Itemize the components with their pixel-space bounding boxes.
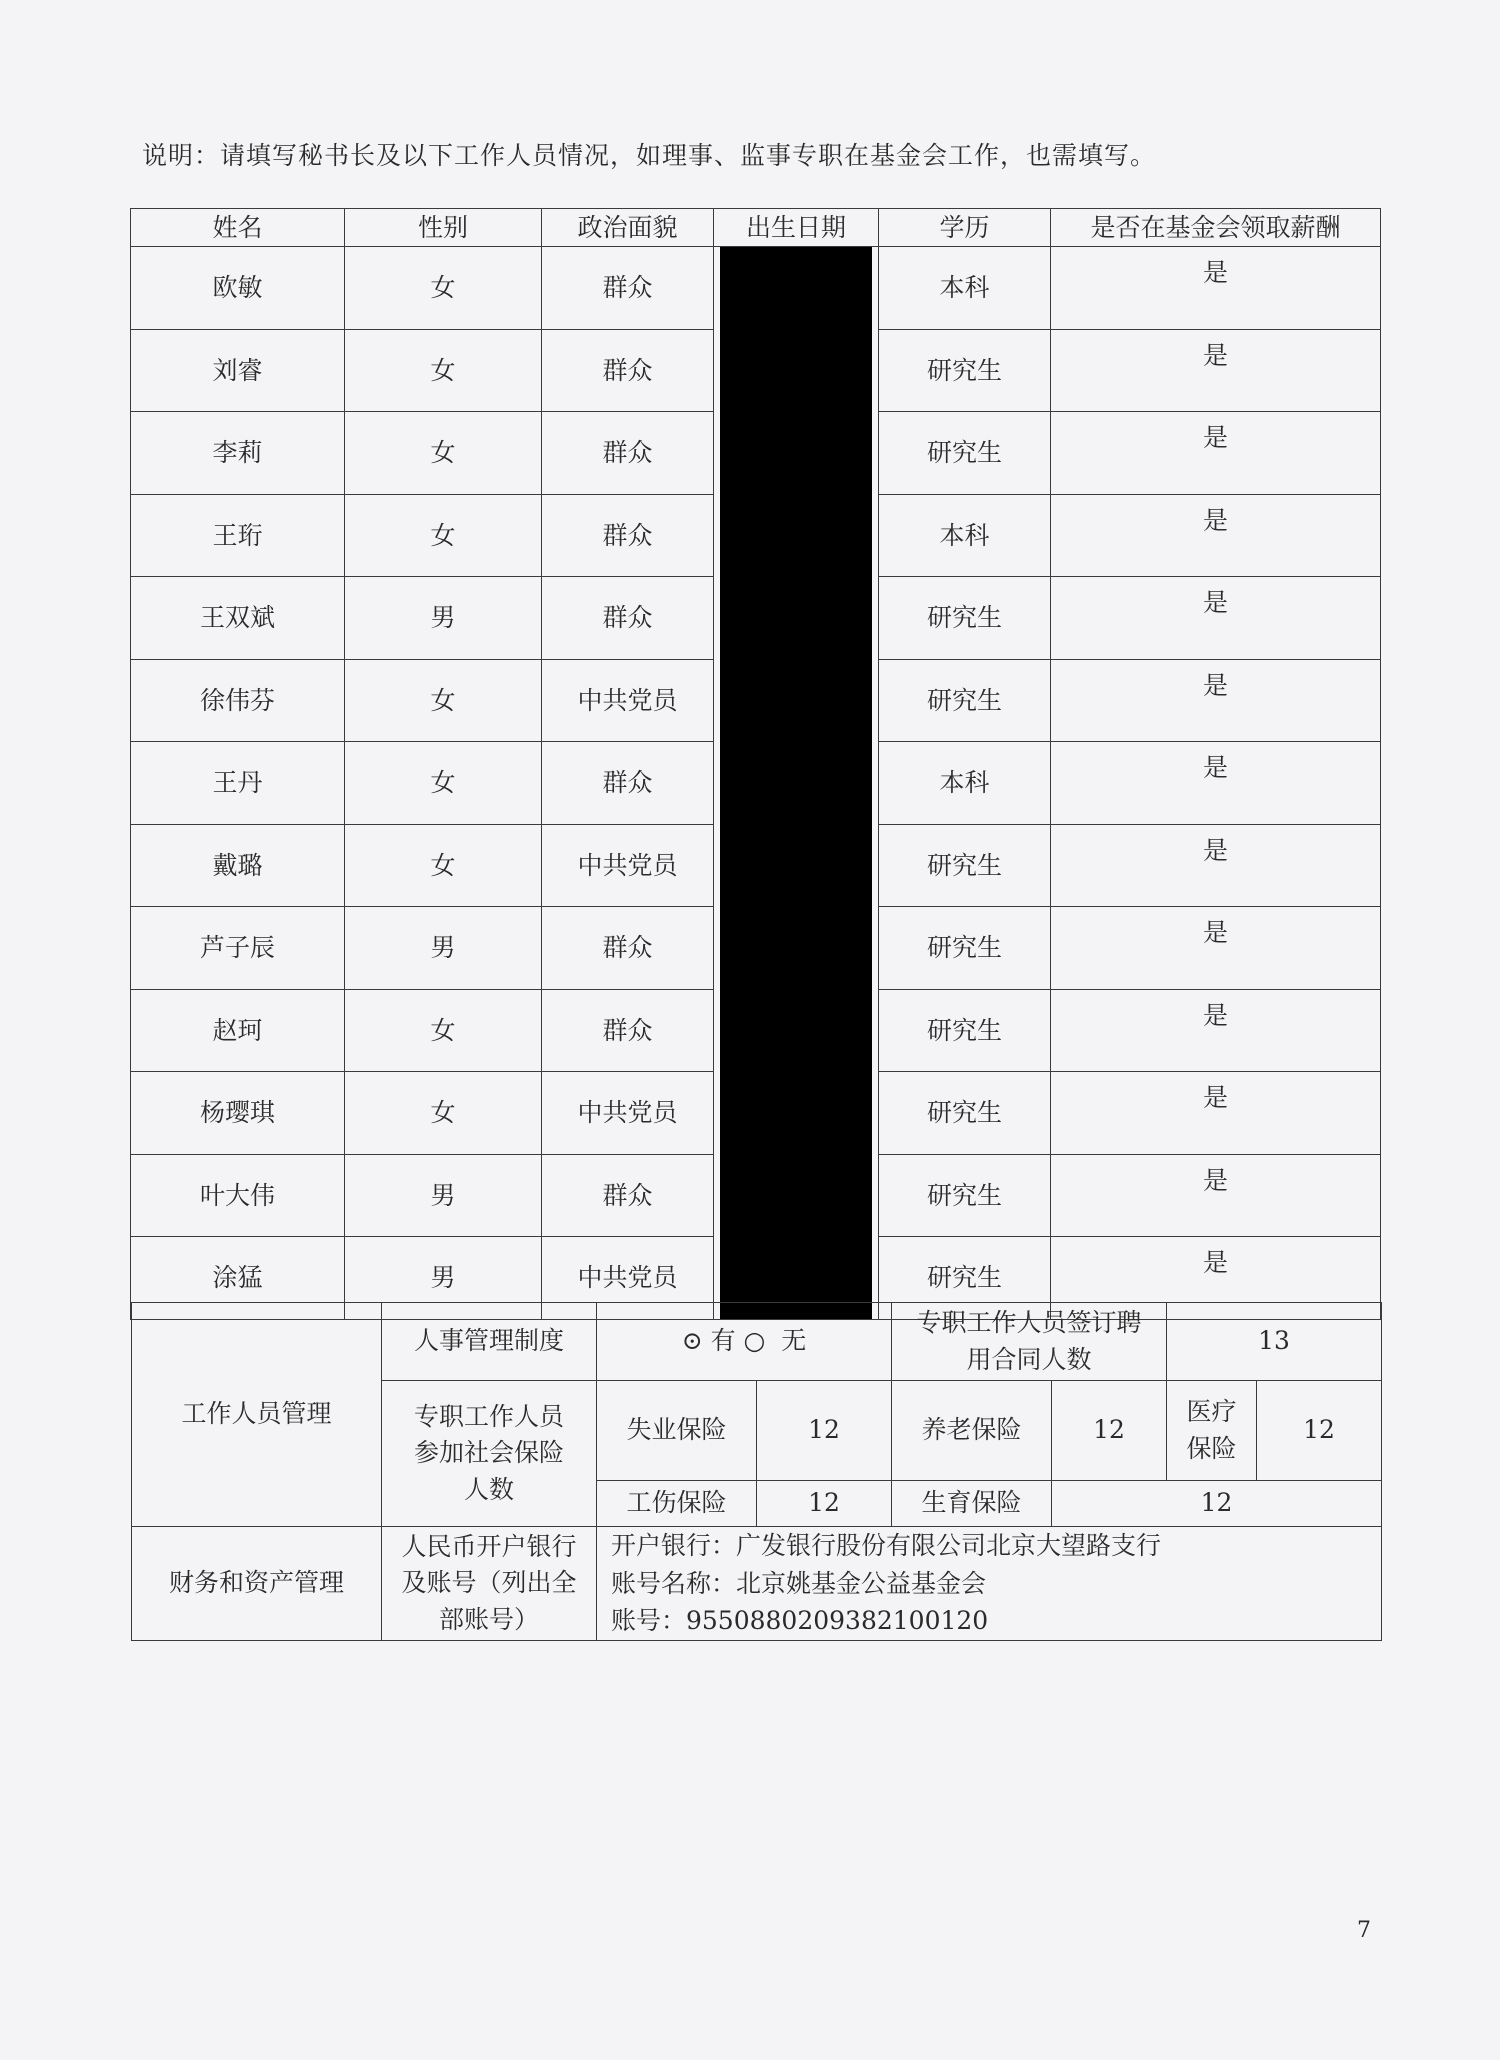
column-header: 姓名 bbox=[131, 209, 345, 247]
cell-paid: 是 bbox=[1051, 577, 1381, 660]
account-number: 账号：9550880209382100120 bbox=[611, 1606, 989, 1636]
cell-name: 戴璐 bbox=[131, 824, 345, 907]
cell-political-status: 群众 bbox=[542, 577, 714, 660]
cell-name: 王双斌 bbox=[131, 577, 345, 660]
cell-paid: 是 bbox=[1051, 742, 1381, 825]
cell-political-status: 群众 bbox=[542, 989, 714, 1072]
bank-name: 开户银行：广发银行股份有限公司北京大望路支行 bbox=[611, 1531, 1162, 1561]
injury-label: 工伤保险 bbox=[597, 1481, 757, 1527]
cell-education: 研究生 bbox=[879, 1237, 1051, 1320]
cell-political-status: 群众 bbox=[542, 907, 714, 990]
cell-political-status: 群众 bbox=[542, 329, 714, 412]
unemployment-label: 失业保险 bbox=[597, 1381, 757, 1481]
cell-education: 研究生 bbox=[879, 412, 1051, 495]
cell-paid: 是 bbox=[1051, 989, 1381, 1072]
cell-education: 研究生 bbox=[879, 659, 1051, 742]
injury-value: 12 bbox=[757, 1481, 892, 1527]
instruction-note: 说明：请填写秘书长及以下工作人员情况，如理事、监事专职在基金会工作，也需填写。 bbox=[142, 141, 1157, 170]
cell-political-status: 中共党员 bbox=[542, 1072, 714, 1155]
insurance-label: 专职工作人员参加社会保险人数 bbox=[382, 1381, 597, 1527]
cell-education: 本科 bbox=[879, 247, 1051, 330]
cell-political-status: 中共党员 bbox=[542, 824, 714, 907]
staff-mgmt-label: 工作人员管理 bbox=[132, 1303, 382, 1527]
staff-table-body bbox=[131, 247, 1381, 1320]
cell-name: 刘睿 bbox=[131, 329, 345, 412]
cell-paid: 是 bbox=[1051, 1154, 1381, 1237]
contract-label: 专职工作人员签订聘用合同人数 bbox=[892, 1303, 1167, 1381]
cell-gender: 女 bbox=[345, 742, 542, 825]
staff-table-header bbox=[131, 209, 1381, 247]
maternity-label: 生育保险 bbox=[892, 1481, 1052, 1527]
cell-education: 本科 bbox=[879, 494, 1051, 577]
hr-system-value: ⊙ 有 ○ 无 bbox=[597, 1303, 892, 1381]
cell-name: 涂猛 bbox=[131, 1237, 345, 1320]
cell-education: 研究生 bbox=[879, 577, 1051, 660]
cell-gender: 女 bbox=[345, 1072, 542, 1155]
pension-value: 12 bbox=[1052, 1381, 1167, 1481]
cell-political-status: 群众 bbox=[542, 1154, 714, 1237]
redaction-bar bbox=[720, 247, 872, 1319]
cell-education: 研究生 bbox=[879, 1154, 1051, 1237]
cell-paid: 是 bbox=[1051, 494, 1381, 577]
contract-value: 13 bbox=[1167, 1303, 1382, 1381]
medical-label: 医疗保险 bbox=[1167, 1381, 1257, 1481]
account-name: 账号名称：北京姚基金公益基金会 bbox=[611, 1568, 987, 1598]
management-table bbox=[131, 1302, 1382, 1641]
cell-paid: 是 bbox=[1051, 659, 1381, 742]
cell-paid: 是 bbox=[1051, 1072, 1381, 1155]
column-header: 性别 bbox=[345, 209, 542, 247]
cell-gender: 女 bbox=[345, 412, 542, 495]
page-number: 7 bbox=[1357, 1918, 1371, 1943]
column-header: 学历 bbox=[879, 209, 1051, 247]
medical-value: 12 bbox=[1257, 1381, 1382, 1481]
bank-info bbox=[597, 1527, 1382, 1641]
cell-name: 徐伟芬 bbox=[131, 659, 345, 742]
cell-political-status: 中共党员 bbox=[542, 659, 714, 742]
staff-table bbox=[130, 208, 1381, 1320]
cell-paid: 是 bbox=[1051, 412, 1381, 495]
cell-paid: 是 bbox=[1051, 329, 1381, 412]
bank-label: 人民币开户银行及账号（列出全部账号） bbox=[382, 1527, 597, 1641]
cell-name: 李莉 bbox=[131, 412, 345, 495]
cell-gender: 男 bbox=[345, 1237, 542, 1320]
cell-name: 杨璎琪 bbox=[131, 1072, 345, 1155]
column-header: 出生日期 bbox=[714, 209, 879, 247]
cell-name: 王珩 bbox=[131, 494, 345, 577]
cell-political-status: 群众 bbox=[542, 494, 714, 577]
table-row bbox=[131, 247, 1381, 330]
cell-name: 王丹 bbox=[131, 742, 345, 825]
cell-name: 叶大伟 bbox=[131, 1154, 345, 1237]
column-header: 政治面貌 bbox=[542, 209, 714, 247]
cell-gender: 男 bbox=[345, 577, 542, 660]
cell-gender: 女 bbox=[345, 659, 542, 742]
cell-paid: 是 bbox=[1051, 907, 1381, 990]
cell-gender: 男 bbox=[345, 907, 542, 990]
cell-education: 本科 bbox=[879, 742, 1051, 825]
cell-birth-date bbox=[714, 247, 879, 1320]
cell-political-status: 群众 bbox=[542, 412, 714, 495]
cell-paid: 是 bbox=[1051, 247, 1381, 330]
cell-education: 研究生 bbox=[879, 1072, 1051, 1155]
column-header: 是否在基金会领取薪酬 bbox=[1051, 209, 1381, 247]
cell-name: 赵珂 bbox=[131, 989, 345, 1072]
finance-label: 财务和资产管理 bbox=[132, 1527, 382, 1641]
cell-gender: 女 bbox=[345, 989, 542, 1072]
cell-gender: 女 bbox=[345, 824, 542, 907]
cell-gender: 女 bbox=[345, 494, 542, 577]
cell-paid: 是 bbox=[1051, 824, 1381, 907]
cell-gender: 女 bbox=[345, 247, 542, 330]
hr-system-label: 人事管理制度 bbox=[382, 1303, 597, 1381]
cell-political-status: 中共党员 bbox=[542, 1237, 714, 1320]
cell-education: 研究生 bbox=[879, 989, 1051, 1072]
cell-gender: 男 bbox=[345, 1154, 542, 1237]
cell-education: 研究生 bbox=[879, 907, 1051, 990]
cell-education: 研究生 bbox=[879, 824, 1051, 907]
cell-education: 研究生 bbox=[879, 329, 1051, 412]
unemployment-value: 12 bbox=[757, 1381, 892, 1481]
cell-name: 欧敏 bbox=[131, 247, 345, 330]
maternity-value: 12 bbox=[1052, 1481, 1382, 1527]
cell-name: 芦子辰 bbox=[131, 907, 345, 990]
pension-label: 养老保险 bbox=[892, 1381, 1052, 1481]
cell-political-status: 群众 bbox=[542, 247, 714, 330]
cell-gender: 女 bbox=[345, 329, 542, 412]
cell-paid: 是 bbox=[1051, 1237, 1381, 1320]
cell-political-status: 群众 bbox=[542, 742, 714, 825]
